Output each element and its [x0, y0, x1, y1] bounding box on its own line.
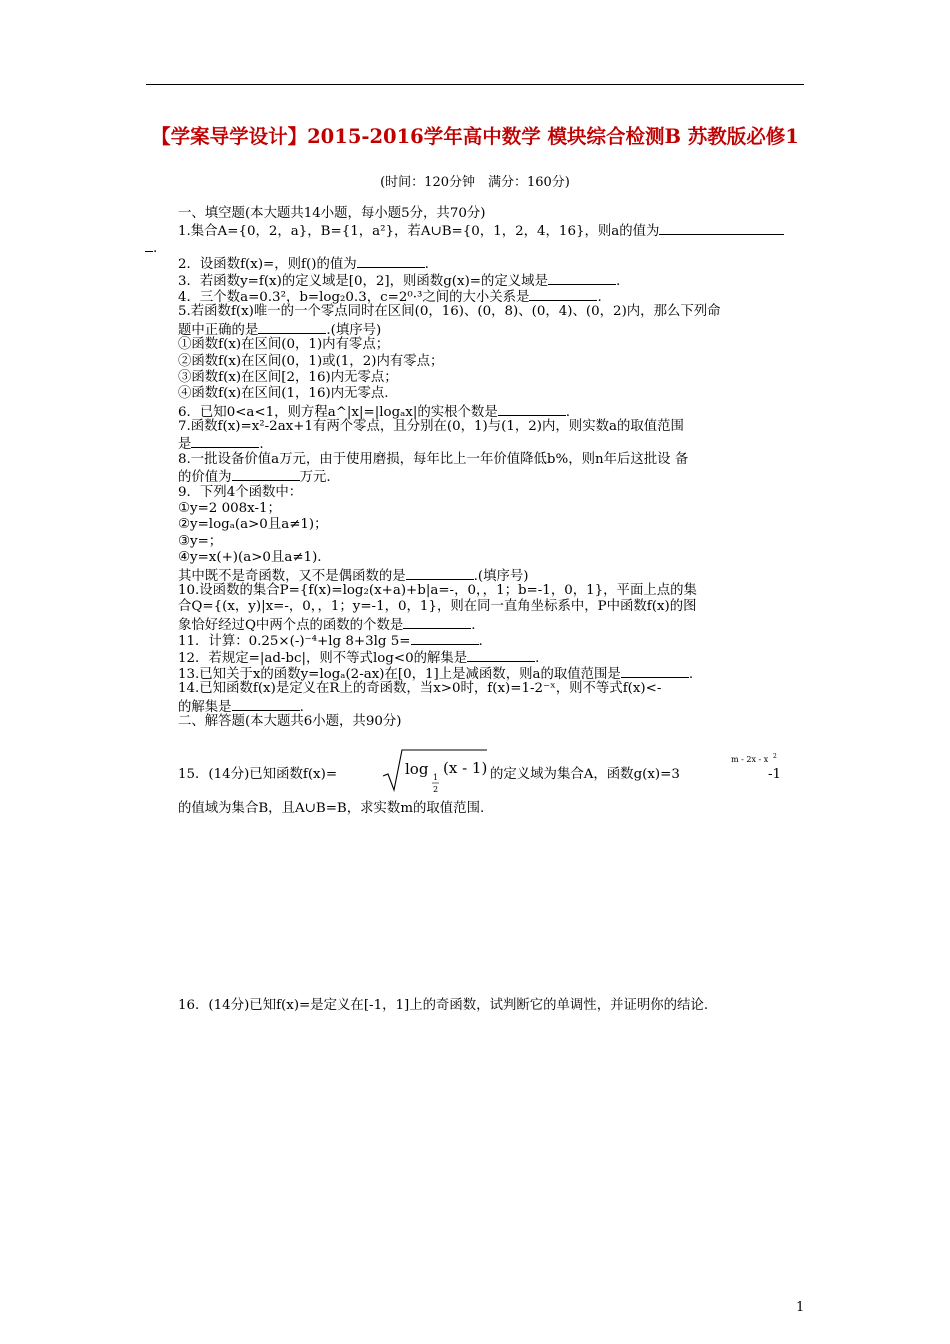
svg-text:1: 1 — [433, 773, 439, 782]
answer-blank — [191, 435, 259, 448]
question-text: 1.集合A={0，2，a}，B={1，a²}，若A∪B={0，1，2，4，16}，则a的值为 — [178, 224, 660, 240]
question-text: 象恰好经过Q中两个点的函数的个数是 — [178, 617, 404, 633]
answer-blank — [498, 403, 566, 416]
question-5: 5.若函数f(x)唯一的一个零点同时在区间(0，16)、(0，8)、(0，4)、(0，2)内，那么下列命 — [178, 304, 721, 320]
question-1 — [178, 222, 808, 238]
question-text: 2．设函数f(x)=，则f()的值为 — [178, 257, 357, 273]
question-text: 12．若规定=|ad-bc|，则不等式log<0的解集是 — [178, 650, 468, 666]
question-15-formula-row — [178, 748, 808, 798]
option-4: ④y=x(+)(a>0且a≠1). — [178, 550, 322, 566]
question-7-line2: 是 . — [178, 437, 264, 453]
question-text: 11．计算：0.25×(-)⁻⁴+lg 8+3lg 5= — [178, 634, 411, 650]
question-text: 的定义域为集合A，函数g(x)=3 — [490, 767, 680, 782]
question-text: 万元. — [299, 470, 331, 486]
question-4: 4．三个数a=0.3²，b=log₂0.3，c=2⁰·³之间的大小关系是 . — [178, 289, 602, 305]
svg-text:2: 2 — [433, 785, 439, 794]
question-text: 13.已知关于x的函数y=logₐ(2-ax)在[0，1]上是减函数，则a的取值范围是 — [178, 666, 621, 682]
question-15 — [178, 748, 808, 820]
question-10-line2: 合Q={(x，y)|x=-，0，，1；y=-1，0，1}，则在同一直角坐标系中，P中函数f(x)的图 — [178, 599, 697, 615]
question-text: 15．(14分)已知函数f(x)= — [178, 767, 338, 782]
question-text: .(填序号) — [326, 322, 382, 338]
svg-text:m - 2x - x: m - 2x - x — [731, 755, 769, 764]
question-text: 的解集是 — [178, 699, 232, 715]
answer-blank — [529, 288, 597, 301]
option-3: ③y=； — [178, 533, 223, 549]
question-9-prompt — [178, 567, 808, 583]
answer-blank — [232, 468, 300, 481]
question-11: 11．计算：0.25×(-)⁻⁴+lg 8+3lg 5= . — [178, 634, 483, 650]
question-15-line2: 的值域为集合B，且A∪B=B，求实数m的取值范围. — [178, 801, 485, 816]
option-2: ②y=logₐ(a>0且a≠1)； — [178, 517, 328, 533]
question-8: 8.一批设备价值a万元，由于使用磨损，每年比上一年价值降低b%，则n年后这批设 备 — [178, 451, 689, 467]
question-text: 是 — [178, 437, 192, 453]
answer-blank — [548, 272, 616, 285]
question-text: . — [153, 240, 158, 256]
answer-blank — [403, 616, 471, 629]
question-text: 6．已知0<a<1，则方程a^|x|=|logₐx|的实根个数是 — [178, 404, 498, 420]
option-4: ④函数f(x)在区间(1，16)内无零点. — [178, 386, 389, 402]
answer-blank — [232, 698, 300, 711]
question-16: 16．(14分)已知f(x)=是定义在[-1，1]上的奇函数，试判断它的单调性，并证明你的结论. — [178, 998, 709, 1013]
answer-blank — [357, 255, 425, 268]
question-10-line3: 象恰好经过Q中两个点的函数的个数是 . — [178, 617, 476, 633]
page-number: 1 — [796, 1300, 805, 1315]
document-subtitle: (时间：120分钟 满分：160分) — [380, 175, 570, 190]
question-text: 3．若函数y=f(x)的定义域是[0，2]，则函数g(x)=的定义域是 — [178, 273, 548, 289]
question-6: 6．已知0<a<1，则方程a^|x|=|logₐx|的实根个数是 . — [178, 404, 570, 420]
question-2: 2．设函数f(x)=，则f()的值为 . — [178, 257, 429, 273]
option-2: ②函数f(x)在区间(0，1)或(1，2)内有零点； — [178, 353, 444, 369]
answer-blank — [406, 567, 474, 580]
question-text: 题中正确的是 — [178, 322, 259, 338]
question-10: 10.设函数的集合P={f(x)=log₂(x+a)+b|a=-，0，，1；b=-1，0，1}，平面上点的集 — [178, 582, 697, 598]
question-7: 7.函数f(x)=x²-2ax+1有两个零点，且分别在(0，1)与(1，2)内，则实数a的取值范围 — [178, 419, 684, 435]
answer-blank — [411, 632, 479, 645]
option-1: ①y=2 008x-1； — [178, 501, 281, 517]
question-9: 9．下列4个函数中： — [178, 484, 303, 500]
question-text: -1 — [768, 767, 782, 782]
question-list — [153, 206, 808, 731]
question-14-line2: 的解集是 . — [178, 699, 304, 715]
svg-text:(x - 1): (x - 1) — [443, 759, 488, 777]
question-14: 14.已知函数f(x)是定义在R上的奇函数，当x>0时，f(x)=1-2⁻ˣ，则不等式f(x)<- — [178, 681, 662, 697]
question-3: 3．若函数y=f(x)的定义域是[0，2]，则函数g(x)=的定义域是 . — [178, 273, 621, 289]
answer-blank — [659, 222, 784, 235]
option-1: ①函数f(x)在区间(0，1)内有零点； — [178, 337, 390, 353]
svg-text:2: 2 — [773, 753, 777, 760]
question-text: 4．三个数a=0.3²，b=log₂0.3，c=2⁰·³之间的大小关系是 — [178, 289, 530, 305]
section-heading: 二、解答题(本大题共6小题，共90分) — [178, 714, 402, 730]
header-rule — [146, 84, 804, 85]
question-13: 13.已知关于x的函数y=logₐ(2-ax)在[0，1]上是减函数，则a的取值范围是 . — [178, 666, 694, 682]
exponent-formula — [731, 748, 801, 788]
answer-blank — [258, 321, 326, 334]
question-12: 12．若规定=|ad-bc|，则不等式log<0的解集是 . — [178, 650, 540, 666]
question-1-tail — [145, 239, 808, 255]
question-text: .(填序号) — [473, 568, 529, 584]
question-5-line2 — [178, 321, 808, 337]
option-3: ③函数f(x)在区间[2，16)内无零点； — [178, 369, 398, 385]
svg-text:log: log — [405, 760, 429, 778]
document-title: 【学案导学设计】2015-2016学年高中数学 模块综合检测B 苏教版必修1 — [151, 125, 799, 148]
question-text: 其中既不是奇函数，又不是偶函数的是 — [178, 568, 406, 584]
section-heading: 一、填空题(本大题共14小题，每小题5分，共70分) — [178, 206, 486, 221]
question-text: 的价值为 — [178, 470, 232, 486]
question-8-line2 — [178, 468, 808, 484]
answer-blank — [467, 649, 535, 662]
answer-blank — [145, 239, 153, 252]
answer-blank — [621, 665, 689, 678]
